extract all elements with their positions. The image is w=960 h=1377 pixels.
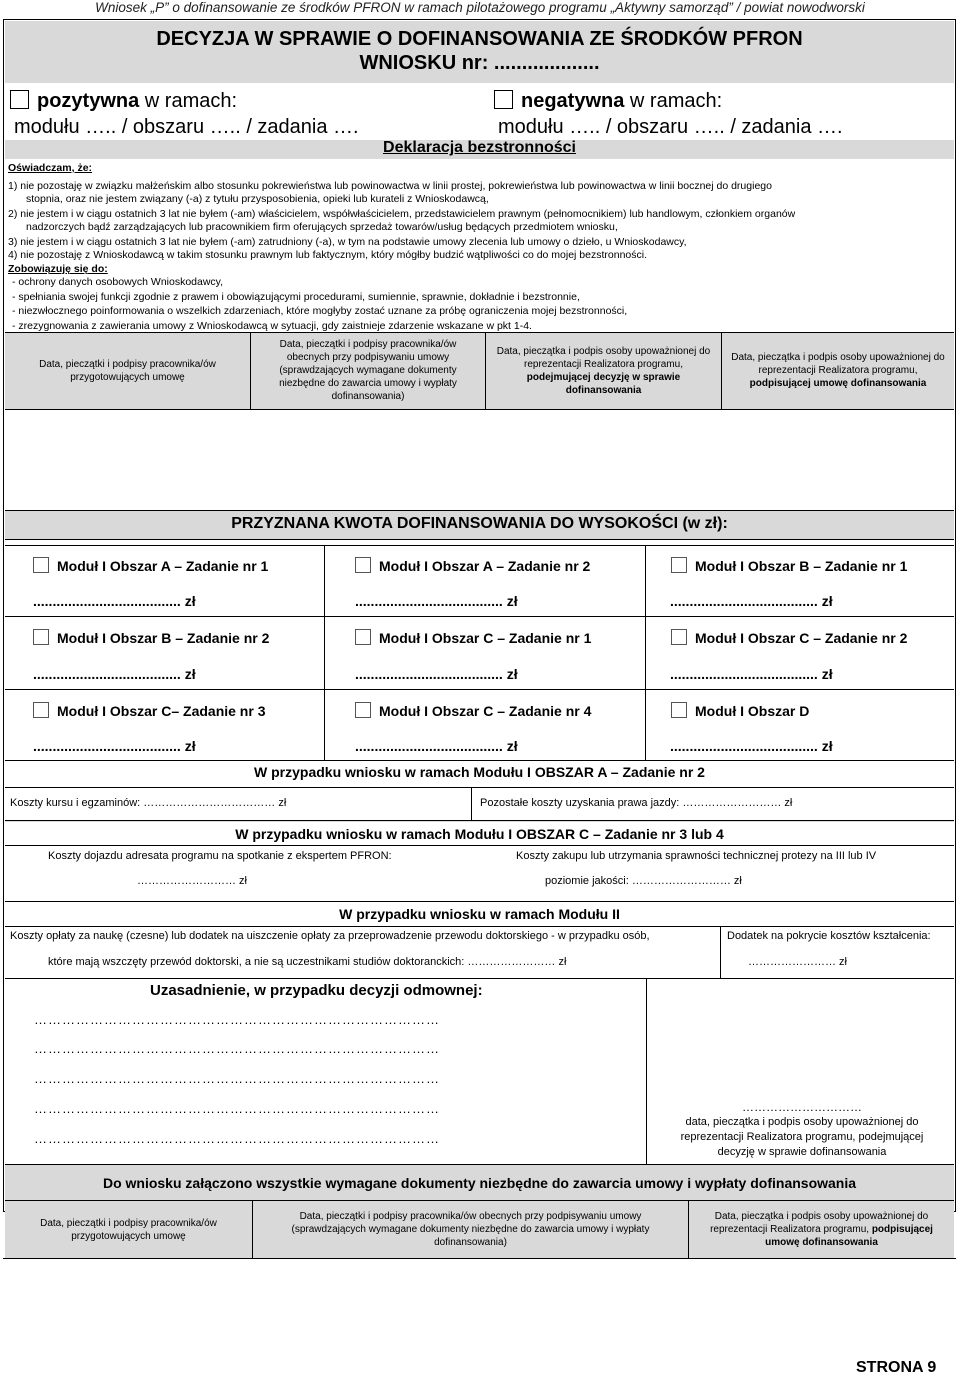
a2-course-costs[interactable]: Koszty kursu i egzaminów: ……………………………… zł — [10, 797, 287, 809]
module-option[interactable]: Moduł I Obszar C – Zadanie nr 2 — [671, 629, 907, 646]
m2-tuition-amount[interactable]: które mają wszczęty przewód doktorski, a nie są uczestnikami studiów doktoranckich: …………………… zł — [48, 956, 567, 968]
module-option[interactable]: Moduł I Obszar D — [671, 702, 809, 719]
module-checkbox[interactable] — [671, 702, 687, 718]
declaration-body: Oświadczam, że: 1) nie pozostaję w związku małżeńskim albo stosunku pokrewieństwa lub powinowactwa w linii prostej, pokrewieństwa lub powinowactwa w linii bocznej do drugiego stopnia, oraz nie jestem związany (-a) z tytułu przysposobienia, opieki lub kurateli z Wnioskodawcą, 2) nie jestem i w ciągu ostatnich 3 lat nie byłem (-am) właścicielem, współwłaścicielem, przedstawicielem prawnym (pełnomocnikiem) lub handlowym, członkiem organów nadzorczych bądź zarządzających lub pracownikiem firm oferujących sprzedaż towarów/usług będących przedmiotem wniosku, 3) nie jestem i w ciągu ostatnich 3 lat nie byłem (-am) zatrudniony (-a), w tym na podstawie umowy zlecenia lub umowy o dzieło, u Wnioskodawcy, 4) nie pozostaję z Wnioskodawcą w takim stosunku prawnym lub faktycznym, który mógłby budzić wątpliwości co do mojej bezstronności. Zobowiązuję się do: - ochrony danych osobowych Wnioskodawcy, - spełniania swojej funkcji zgodnie z prawem i obowiązującymi procedurami, sumiennie, sprawnie, dokładnie i bezstronnie, - niezwłocznego poinformowania o wszelkich zdarzeniach, które mogłyby zostać uznane za próbę ograniczenia mojej bezstronności, - zrezygnowania z zawierania umowy z Wnioskodawcą w sytuacji, gdy zaistnieje zdarzenie wskazane w pkt 1-4. — [8, 162, 796, 332]
sign-cell-contract: Data, pieczątka i podpis osoby upoważnionej do reprezentacji Realizatora programu, podpisującej umowę dofinansowania — [731, 352, 945, 389]
a2-title: W przypadku wniosku w ramach Modułu I OBSZAR A – Zadanie nr 2 — [254, 764, 705, 780]
granted-title: PRZYZNANA KWOTA DOFINANSOWANIA DO WYSOKOŚCI (w zł): — [231, 515, 728, 532]
c34-travel-amount[interactable]: ……………………… zł — [137, 875, 247, 887]
sign-cell-decision: Data, pieczątka i podpis osoby upoważnionej do reprezentacji Realizatora programu, podejmującej decyzję w sprawie dofinansowania — [496, 345, 711, 396]
sign2-cell-present: Data, pieczątki i podpisy pracownika/ów obecnych przy podpisywaniu umowy (sprawdzających wymagane dokumenty niezbędne do zawarcia umowy i wypłaty dofinansowania) — [291, 1211, 650, 1248]
module-amount[interactable]: ...................................... zł — [33, 593, 196, 609]
module-amount[interactable]: ...................................... zł — [355, 738, 518, 754]
module-amount[interactable]: ...................................... zł — [33, 666, 196, 682]
negative-checkbox[interactable] — [494, 90, 513, 109]
negative-scope: modułu ….. / obszaru ….. / zadania …. — [498, 116, 843, 138]
sign2-cell-preparers: Data, pieczątki i podpisy pracownika/ów przygotowujących umowę — [40, 1217, 217, 1242]
module-checkbox[interactable] — [355, 702, 371, 718]
a2-other-costs[interactable]: Pozostałe koszty uzyskania prawa jazdy: ……………………… zł — [480, 797, 793, 809]
refusal-line[interactable]: …………………………………………………………………………… — [34, 1071, 440, 1086]
module-checkbox[interactable] — [671, 629, 687, 645]
refusal-title: Uzasadnienie, w przypadku decyzji odmownej: — [150, 982, 483, 999]
negative-option[interactable]: negatywna w ramach: — [494, 88, 722, 114]
sign-cell-present: Data, pieczątki i podpisy pracownika/ów obecnych przy podpisywaniu umowy (sprawdzających wymagane dokumenty niezbędne do zawarcia umowy i wypłaty dofinansowania) — [279, 339, 457, 402]
module-option[interactable]: Moduł I Obszar A – Zadanie nr 1 — [33, 557, 268, 574]
module-option[interactable]: Moduł I Obszar C– Zadanie nr 3 — [33, 702, 265, 719]
decision-title: DECYZJA W SPRAWIE O DOFINANSOWANIA ZE ŚRODKÓW PFRON WNIOSKU nr: ................... — [156, 28, 803, 74]
refusal-line[interactable]: …………………………………………………………………………… — [34, 1131, 440, 1146]
m2-tuition-label: Koszty opłaty za naukę (czesne) lub dodatek na uiszczenie opłaty za przeprowadzenie przewodu doktorskiego - w przypadku osób, — [10, 930, 650, 942]
module-amount[interactable]: ...................................... zł — [670, 666, 833, 682]
c34-prosthesis-amount[interactable]: poziomie jakości: ……………………… zł — [545, 875, 742, 887]
page-number: STRONA 9 — [856, 1359, 937, 1376]
m2-education-amount[interactable]: …………………… zł — [748, 956, 847, 968]
module-amount[interactable]: ...................................... zł — [670, 593, 833, 609]
positive-scope: modułu ….. / obszaru ….. / zadania …. — [14, 116, 359, 138]
refusal-line[interactable]: …………………………………………………………………………… — [34, 1012, 440, 1027]
c34-title: W przypadku wniosku w ramach Modułu I OBSZAR C – Zadanie nr 3 lub 4 — [235, 826, 724, 842]
module-amount[interactable]: ...................................... zł — [33, 738, 196, 754]
module-checkbox[interactable] — [33, 557, 49, 573]
module-checkbox[interactable] — [671, 557, 687, 573]
module-checkbox[interactable] — [355, 557, 371, 573]
module-option[interactable]: Moduł I Obszar B – Zadanie nr 1 — [671, 557, 907, 574]
module-option[interactable]: Moduł I Obszar A – Zadanie nr 2 — [355, 557, 590, 574]
module-option[interactable]: Moduł I Obszar C – Zadanie nr 4 — [355, 702, 591, 719]
m2-education-label: Dodatek na pokrycie kosztów kształcenia: — [727, 930, 931, 942]
refusal-line[interactable]: …………………………………………………………………………… — [34, 1101, 440, 1116]
page-header: Wniosek „P” o dofinansowanie ze środków PFRON w ramach pilotażowego programu „Aktywny samorząd” / powiat nowodworski — [95, 0, 865, 15]
refusal-signature: ………………………… data, pieczątka i podpis osoby upoważnionej do reprezentacji Realizatora programu, podejmującej decyzję w sprawie dofinansowania — [680, 1100, 924, 1158]
m2-title: W przypadku wniosku w ramach Modułu II — [339, 906, 620, 922]
c34-travel-label: Koszty dojazdu adresata programu na spotkanie z ekspertem PFRON: — [48, 850, 392, 862]
module-option[interactable]: Moduł I Obszar C – Zadanie nr 1 — [355, 629, 591, 646]
refusal-line[interactable]: …………………………………………………………………………… — [34, 1041, 440, 1056]
c34-prosthesis-label: Koszty zakupu lub utrzymania sprawności technicznej protezy na III lub IV — [516, 850, 877, 862]
module-checkbox[interactable] — [355, 629, 371, 645]
module-option[interactable]: Moduł I Obszar B – Zadanie nr 2 — [33, 629, 269, 646]
module-amount[interactable]: ...................................... zł — [355, 593, 518, 609]
sign2-cell-contract: Data, pieczątka i podpis osoby upoważnionej do reprezentacji Realizatora programu, podpisującej umowę dofinansowania — [710, 1211, 933, 1248]
module-checkbox[interactable] — [33, 702, 49, 718]
module-checkbox[interactable] — [33, 629, 49, 645]
module-amount[interactable]: ...................................... zł — [670, 738, 833, 754]
declaration-title: Deklaracja bezstronności — [383, 139, 576, 156]
attached-title: Do wniosku załączono wszystkie wymagane dokumenty niezbędne do zawarcia umowy i wypłaty dofinansowania — [102, 1175, 857, 1191]
sign-cell-preparers: Data, pieczątki i podpisy pracownika/ów przygotowujących umowę — [39, 358, 216, 383]
positive-checkbox[interactable] — [10, 90, 29, 109]
positive-option[interactable]: pozytywna w ramach: — [10, 88, 237, 114]
module-amount[interactable]: ...................................... zł — [355, 666, 518, 682]
